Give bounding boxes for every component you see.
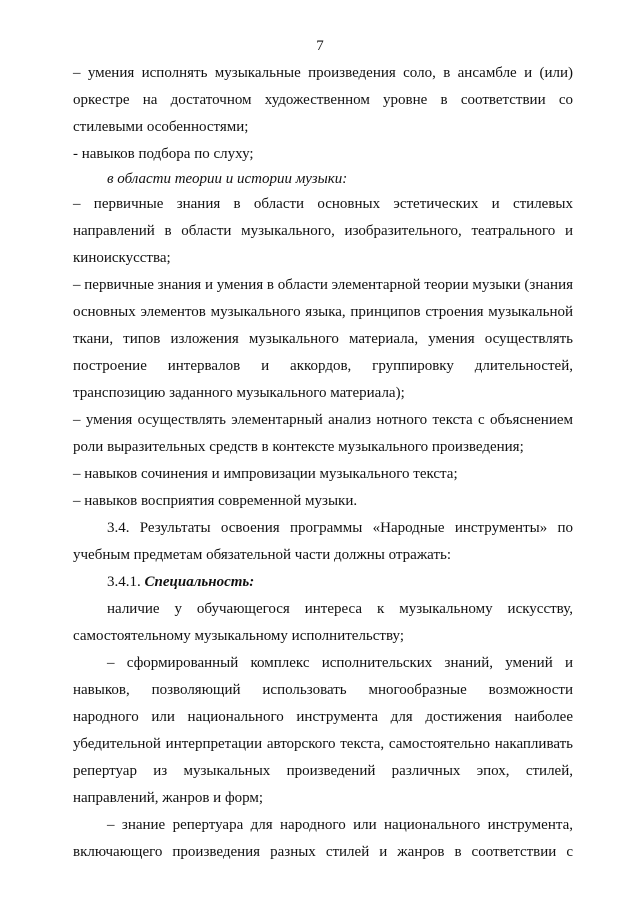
text-line-24: навыков, позволяющий использовать многообразные возможности (73, 682, 573, 698)
text-line-23: – сформированный комплекс исполнительских знаний, умений и (107, 655, 573, 671)
text-line-12: построение интервалов и аккордов, группировку длительностей, (73, 358, 573, 374)
text-line-30: включающего произведения разных стилей и жанров в соответствии с (73, 844, 573, 860)
text-line-14: – умения осуществлять элементарный анализ нотного текста с объяснением (73, 412, 573, 428)
page-number: 7 (316, 38, 324, 54)
text-line-16: – навыков сочинения и импровизации музыкального текста; (73, 466, 458, 482)
text-line-3: стилевыми особенностями; (73, 119, 249, 135)
text-line-7: направлений в области музыкального, изобразительного, театрального и (73, 223, 573, 239)
text-line-8: киноискусства; (73, 250, 171, 266)
text-line-25: народного или национального инструмента для достижения наиболее (73, 709, 573, 725)
section-subheading: в области теории и истории музыки: (107, 171, 348, 187)
text-line-11: ткани, типов изложения музыкального материала, умения осуществлять (73, 331, 573, 347)
text-line-13: транспозицию заданного музыкального материала); (73, 385, 405, 401)
text-line-29: – знание репертуара для народного или национального инструмента, (107, 817, 573, 833)
text-line-21: наличие у обучающегося интереса к музыкальному искусству, (107, 601, 573, 617)
text-line-2: оркестре на достаточном художественном уровне в соответствии со (73, 92, 573, 108)
text-line-28: направлений, жанров и форм; (73, 790, 264, 806)
text-line-17: – навыков восприятия современной музыки. (73, 493, 358, 509)
text-line-4: - навыков подбора по слуху; (73, 146, 254, 162)
text-line-18: 3.4. Результаты освоения программы «Народные инструменты» по (107, 520, 573, 536)
text-line-27: репертуар из музыкальных произведений различных эпох, стилей, (73, 763, 573, 779)
subsection-title: Специальность: (144, 574, 255, 590)
subsection-number: 3.4.1. (107, 574, 145, 590)
text-line-22: самостоятельному музыкальному исполнительству; (73, 628, 405, 644)
text-line-26: убедительной интерпретации авторского текста, самостоятельно накапливать (73, 736, 573, 752)
text-line-15: роли выразительных средств в контексте музыкального произведения; (73, 439, 524, 455)
text-line-6: – первичные знания в области основных эстетических и стилевых (73, 196, 573, 212)
subsection-heading (107, 573, 573, 591)
text-line-19: учебным предметам обязательной части должны отражать: (73, 547, 452, 563)
text-line-10: основных элементов музыкального языка, принципов строения музыкальной (73, 304, 573, 320)
text-line-1: – умения исполнять музыкальные произведения соло, в ансамбле и (или) (73, 65, 573, 81)
text-line-9: – первичные знания и умения в области элементарной теории музыки (знания (73, 277, 573, 293)
